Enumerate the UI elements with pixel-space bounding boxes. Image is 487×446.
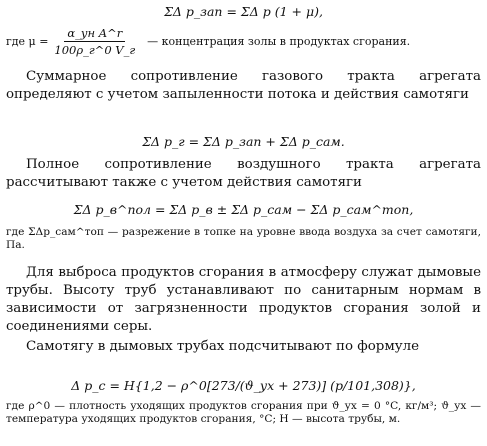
mu-numerator: α_ун A^r	[64, 26, 125, 42]
paragraph-gas-tract: Суммарное сопротивление газового тракта агрегата определяют с учетом запыленности потока и действия самотяги	[6, 69, 481, 102]
mu-fraction	[54, 26, 135, 57]
mu-denominator: 100ρ_г^0 V_г	[54, 43, 136, 57]
paragraph-chimneys: Для выброса продуктов сгорания в атмосферу служат дымовые трубы. Высоту труб устанавливают по санитарным нормам в зависимости от загрязненности продуктов сгорания золой и соединениями серы.	[6, 265, 481, 334]
equation-dust-loss: ΣΔ p_зап = ΣΔ p (1 + μ),	[164, 4, 323, 19]
note-symbols: где ρ^0 — плотность уходящих продуктов сгорания при ϑ_ух = 0 °C, кг/м³; ϑ_ух — температура уходящих продуктов сгорания, °C; H — высота трубы, м.	[6, 400, 481, 425]
equation-chimney-draft: Δ p_с = H{1,2 − ρ^0[273/(ϑ_ух + 273)] (p/101,308)},	[71, 378, 416, 393]
paragraph-draft-formula: Самотягу в дымовых трубах подсчитывают по формуле	[26, 339, 420, 354]
note-furnace-draft: где ΣΔp_сам^топ — разрежение в топке на уровне ввода воздуха за счет самотяги, Па.	[6, 226, 481, 251]
mu-description: — концентрация золы в продуктах сгорания.	[147, 35, 411, 48]
paragraph-air-tract: Полное сопротивление воздушного тракта агрегата рассчитывают также с учетом действия самотяги	[6, 157, 481, 190]
mu-lead: где μ =	[6, 35, 49, 48]
equation-gas-tract: ΣΔ p_г = ΣΔ p_зап + ΣΔ p_сам.	[142, 134, 345, 149]
mu-definition	[6, 26, 481, 57]
equation-air-tract: ΣΔ p_в^пол = ΣΔ p_в ± ΣΔ p_сам − ΣΔ p_сам^топ,	[73, 202, 414, 217]
